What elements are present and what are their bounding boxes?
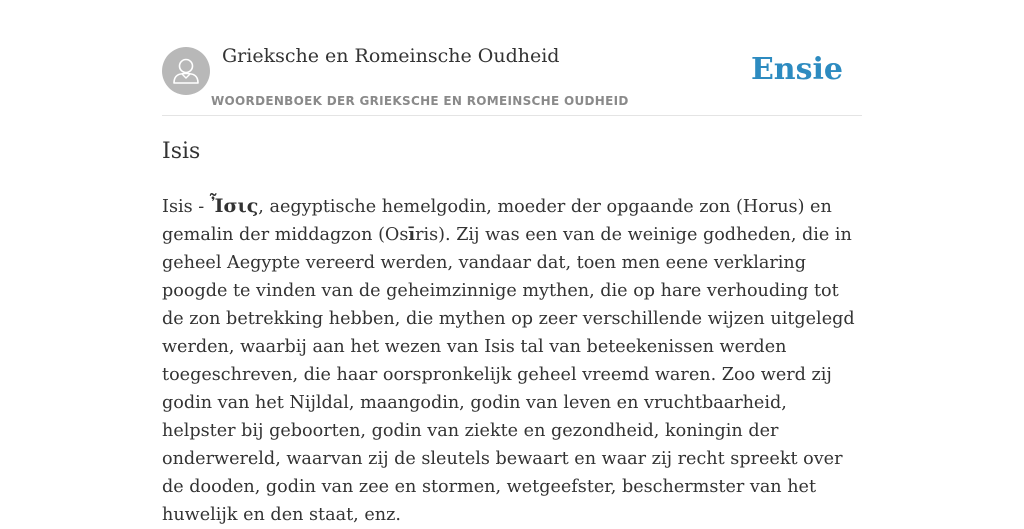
greek-term: Ἶσις: [209, 195, 259, 217]
entry-title: Isis: [162, 139, 201, 164]
macron-letter: ī: [408, 224, 416, 245]
definition-text-part1: , aegyptische hemelgodin, moeder der opgaande zon (Horus) en gemalin der middagzon (Os: [162, 197, 832, 245]
header: [162, 0, 862, 116]
brand-logo-link[interactable]: Ensie: [750, 52, 843, 87]
entry-definition: [162, 192, 862, 529]
definition-separator: -: [192, 197, 210, 217]
source-title[interactable]: Grieksche en Romeinsche Oudheid: [222, 45, 560, 67]
source-subtitle: WOORDENBOEK DER GRIEKSCHE EN ROMEINSCHE OUDHEID: [211, 94, 629, 108]
source-avatar[interactable]: [162, 47, 210, 95]
user-silhouette-icon: [162, 47, 210, 95]
definition-term: Isis: [162, 197, 193, 217]
definition-text-part2: ris). Zij was een van de weinige godheden, die in geheel Aegypte vereerd werden, vandaar dat, toen men eene verklaring poogde te vinden van de geheimzinnige mythen, die op hare verhouding tot de zon betrekking hebben, die mythen op zeer verschillende wijzen uitgelegd werden, waarbij aan het wezen van Isis tal van beteekenissen werden toegeschreven, die haar oorspronkelijk geheel vreemd waren. Zoo werd zij godin van het Nijldal, maangodin, godin van leven en vruchtbaarheid, helpster bij geboorten, godin van ziekte en gezondheid, koningin der onderwereld, waarvan zij de sleutels bewaart en waar zij recht spreekt over de dooden, godin van zee en stormen, wetgeefster, beschermster van het huwelijk en den staat, enz.: [162, 225, 855, 525]
